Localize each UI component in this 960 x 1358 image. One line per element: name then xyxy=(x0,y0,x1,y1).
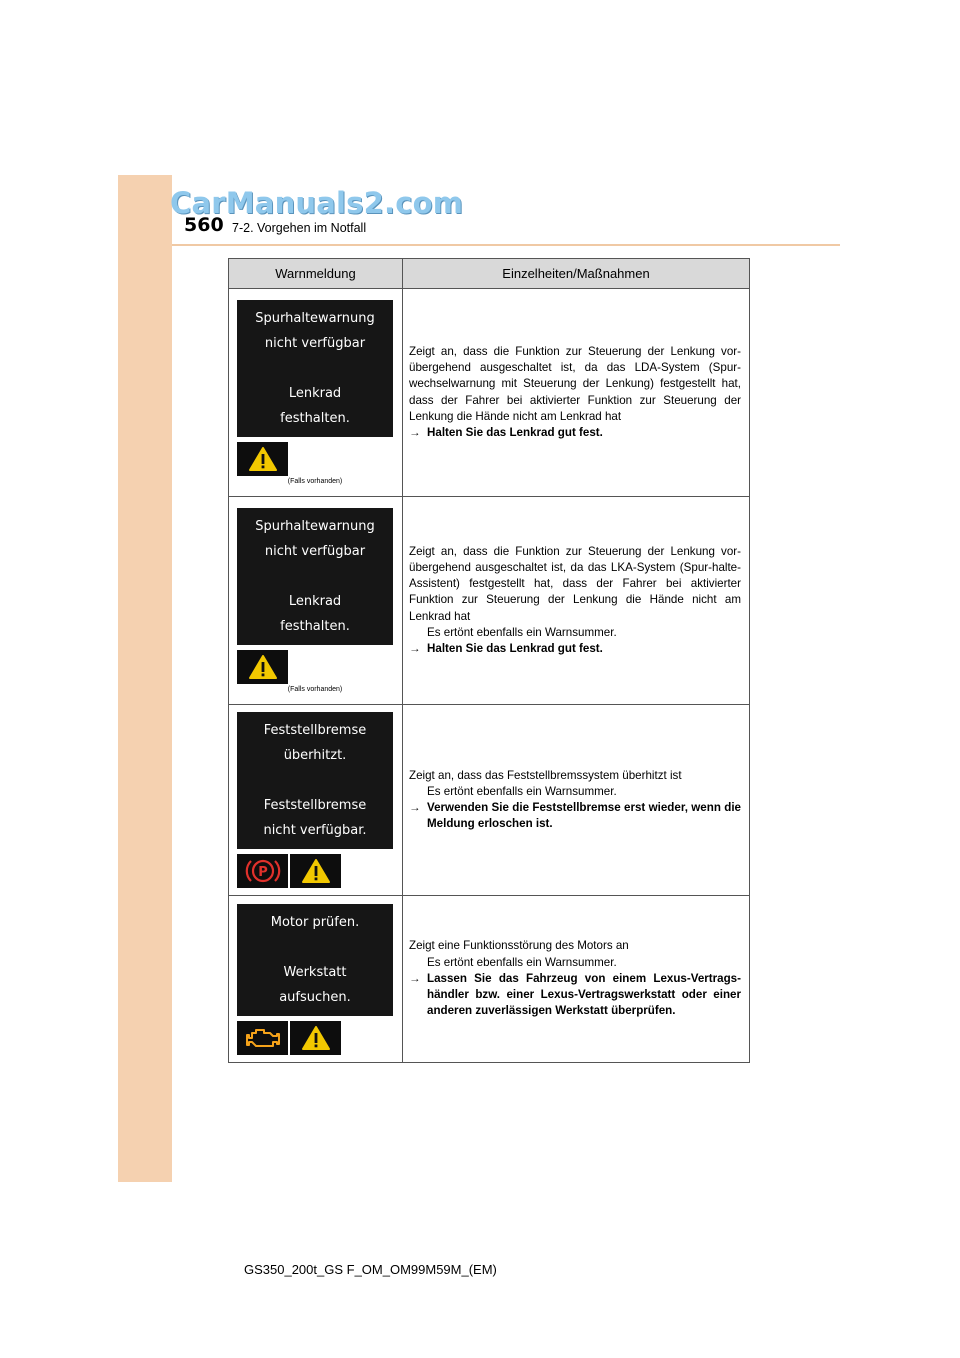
document-code: GS350_200t_GS F_OM_OM99M59M_(EM) xyxy=(244,1262,497,1277)
screen-line: überhitzt. xyxy=(283,748,347,763)
warning-cell xyxy=(229,896,403,1063)
description-text: Zeigt eine Funktionsstörung des Motors an xyxy=(409,939,629,953)
table-header-row xyxy=(229,259,750,289)
screen-line: nicht verfügbar xyxy=(264,336,366,351)
check-engine-icon xyxy=(237,1021,288,1055)
action-text: → Halten Sie das Lenkrad gut fest. xyxy=(409,642,603,655)
warning-table xyxy=(228,258,750,1063)
screen-line: aufsuchen. xyxy=(279,989,351,1005)
svg-text:P: P xyxy=(257,865,268,880)
screen-line: Werkstatt xyxy=(283,964,347,980)
screen-line: Feststellbremse xyxy=(263,798,367,813)
details-cell xyxy=(403,705,750,896)
warning-triangle-icon xyxy=(237,442,288,476)
col-header-einzelheiten: Einzelheiten/Maßnahmen xyxy=(403,259,750,289)
screen-line: festhalten. xyxy=(280,619,350,634)
table-row xyxy=(229,289,750,497)
header-rule xyxy=(172,244,840,246)
display-screen xyxy=(237,508,393,645)
table-row xyxy=(229,497,750,705)
description-text: Zeigt an, dass das Feststellbremssystem überhitzt ist xyxy=(409,768,682,782)
screen-line: nicht verfügbar. xyxy=(263,823,367,838)
description-text: Zeigt an, dass die Funktion zur Steuerung der Lenkung vor-übergehend ausgeschaltet ist, da das LDA-System (Spur-wechselwarnung mit Steuerung der Lenkung) festgestellt hat, dass der Fahrer bei aktivierter Funktion zur Steuerung der Lenkung die Hände nicht am Lenkrad hat xyxy=(409,344,741,423)
parking-brake-icon xyxy=(237,854,288,888)
screen-line: Motor prüfen. xyxy=(270,914,360,930)
warning-cell xyxy=(229,705,403,896)
warning-triangle-icon xyxy=(290,1021,341,1055)
screen-line: festhalten. xyxy=(280,411,350,426)
warning-triangle-icon xyxy=(237,650,288,684)
description-text: Zeigt an, dass die Funktion zur Steuerung der Lenkung vor-übergehend ausgeschaltet ist, da das LKA-System (Spur-halte-Assistent) festgestellt hat, dass der Fahrer bei aktivierter Funktion zur Steuerung der Lenkung die Hände nicht am Lenkrad hat xyxy=(409,544,741,623)
buzzer-note: Es ertönt ebenfalls ein Warnsummer. xyxy=(427,784,617,798)
chapter-sidebar xyxy=(118,175,172,1182)
display-screen xyxy=(237,904,393,1016)
buzzer-note: Es ertönt ebenfalls ein Warnsummer. xyxy=(427,625,617,639)
display-screen xyxy=(237,300,393,437)
screen-line: Spurhaltewarnung xyxy=(255,519,375,534)
optional-note: (Falls vorhanden) xyxy=(287,686,343,693)
screen-line: Lenkrad xyxy=(288,386,342,401)
col-header-warnmeldung: Warnmeldung xyxy=(229,259,403,289)
warning-cell xyxy=(229,289,403,497)
details-cell xyxy=(403,896,750,1063)
screen-line: Lenkrad xyxy=(288,594,342,609)
warning-cell xyxy=(229,497,403,705)
screen-line: nicht verfügbar xyxy=(264,544,366,559)
section-title: 7-2. Vorgehen im Notfall xyxy=(232,221,367,235)
warning-triangle-icon xyxy=(290,854,341,888)
table-row xyxy=(229,896,750,1063)
buzzer-note: Es ertönt ebenfalls ein Warnsummer. xyxy=(427,955,617,969)
action-text: → Verwenden Sie die Feststellbremse erst wieder, wenn die Meldung erloschen ist. xyxy=(409,801,741,831)
page-number: 560 xyxy=(184,214,224,236)
details-cell xyxy=(403,289,750,497)
action-text: → Lassen Sie das Fahrzeug von einem Lexus-Vertrags-händler bzw. einer Lexus-Vertragswerkstatt oder einer anderen zuverlässigen Werkstatt überprüfen. xyxy=(409,971,741,1018)
details-cell xyxy=(403,497,750,705)
action-text: → Halten Sie das Lenkrad gut fest. xyxy=(409,425,603,439)
screen-line: Spurhaltewarnung xyxy=(255,311,375,326)
optional-note: (Falls vorhanden) xyxy=(287,478,343,485)
table-row xyxy=(229,705,750,896)
watermark-logo: CarManuals2.com xyxy=(170,186,464,220)
display-screen xyxy=(237,712,393,849)
screen-line: Feststellbremse xyxy=(263,723,367,738)
